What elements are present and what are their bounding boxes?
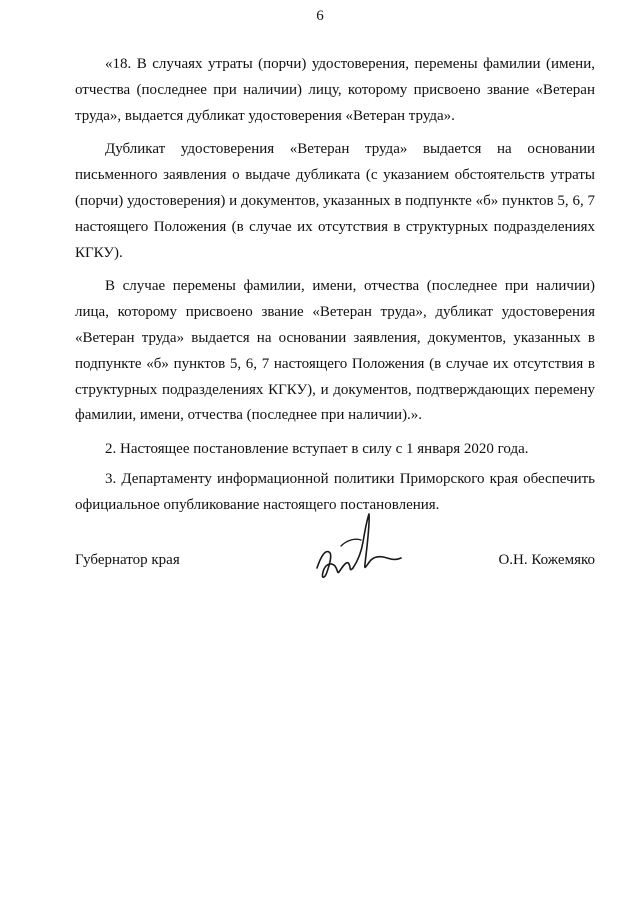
paragraph-18: «18. В случаях утраты (порчи) удостоверения, перемены фамилии (имени, отчества (последнее при наличии) лицу, которому присвоено звание «Ветеран труда», выдается дубликат удостоверения «Ветеран труда». <box>75 56 595 124</box>
handwritten-signature <box>311 506 403 586</box>
page-number: 6 <box>316 8 324 24</box>
document-body <box>75 52 595 527</box>
signer-name: О.Н. Кожемяко <box>498 552 595 568</box>
signature-block <box>75 548 595 578</box>
signer-title: Губернатор края <box>75 552 180 568</box>
paragraph-duplicate-basis: Дубликат удостоверения «Ветеран труда» выдается на основании письменного заявления о выдаче дубликата (с указанием обстоятельств утраты (порчи) удостоверения) и документов, указанных в подпункте «б» пунктов 5, 6, 7 настоящего Положения (в случае их отсутствия в структурных подразделениях КГКУ). <box>75 141 595 261</box>
paragraph-name-change: В случае перемены фамилии, имени, отчества (последнее при наличии) лица, которому присвоено звание «Ветеран труда», дубликат удостоверения «Ветеран труда» выдается на основании заявления, документов, указанных в подпункте «б» пунктов 5, 6, 7 настоящего Положения (в случае их отсутствия в структурных подразделениях КГКУ), и документов, подтверждающих перемену фамилии, имени, отчества (последнее при наличии).». <box>75 278 595 424</box>
paragraph-publication: 3. Департаменту информационной политики Приморского края обеспечить официальное опубликование настоящего постановления. <box>75 470 595 513</box>
paragraph-effective-date: 2. Настоящее постановление вступает в силу с 1 января 2020 года. <box>105 441 529 458</box>
